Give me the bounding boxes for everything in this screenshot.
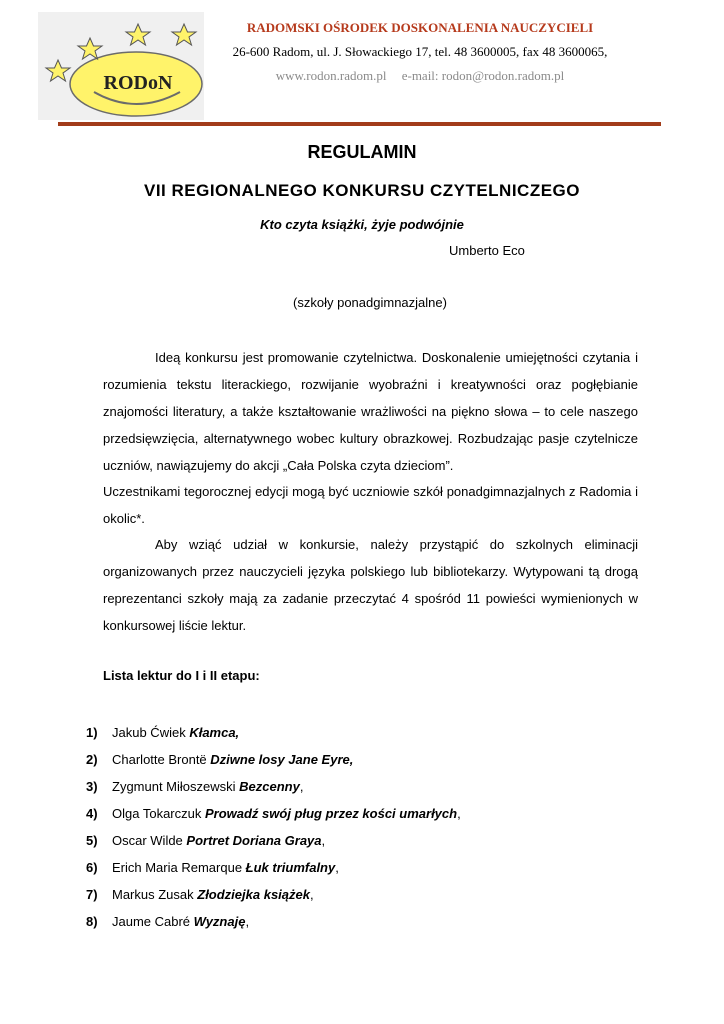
book-author: Olga Tokarczuk: [112, 806, 205, 821]
item-tail: ,: [457, 806, 461, 821]
item-number: 1): [86, 725, 98, 740]
book-author: Oscar Wilde: [112, 833, 187, 848]
email-link[interactable]: e-mail: rodon@rodon.radom.pl: [401, 68, 565, 83]
book-title: Portret Doriana Graya: [186, 833, 322, 848]
star-icon: [78, 38, 102, 59]
book-author: Erich Maria Remarque: [112, 860, 246, 875]
list-item: [86, 827, 461, 854]
book-author: Jakub Ćwiek: [112, 725, 190, 740]
organization-name: RADOMSKI OŚRODEK DOSKONALENIA NAUCZYCIELI: [246, 20, 594, 35]
list-item: [86, 800, 461, 827]
item-tail: ,: [245, 914, 250, 929]
reading-list: [86, 719, 461, 935]
paragraph-participants: Uczestnikami tegorocznej edycji mogą być uczniowie szkół ponadgimnazjalnych z Radomia i okolic*.: [103, 484, 638, 526]
header-divider: [58, 122, 661, 126]
list-item: [86, 854, 461, 881]
schools-note: (szkoły ponadgimnazjalne): [293, 295, 447, 310]
item-number: 5): [86, 833, 98, 848]
book-author: Charlotte Brontë: [112, 752, 211, 767]
book-title: Dziwne losy Jane Eyre,: [210, 752, 354, 767]
list-item: [86, 908, 461, 935]
contact-line: [200, 68, 640, 84]
item-number: 6): [86, 860, 98, 875]
book-title: Bezcenny: [239, 779, 300, 794]
paragraph-intro: Ideą konkursu jest promowanie czytelnictwa. Doskonalenie umiejętności czytania i rozumienia tekstu literackiego, rozwijanie wyobraźni i kreatywności oraz pogłębianie znajomości literatury, a także kształtowanie wrażliwości na piękno słowa – to cele naszego przedsięwzięcia, alternatywnego wobec kultury obrazkowej. Rozbudzając pasje czytelnicze uczniów, nawiązujemy do akcji „Cała Polska czyta dzieciom”.: [103, 350, 638, 473]
paragraph-rules: Aby wziąć udział w konkursie, należy przystąpić do szkolnych eliminacji organizowanych przez nauczycieli języka polskiego lub bibliotekarzy. Wytypowani tą drogą reprezentanci szkoły mają za zadanie przeczytać 4 spośród 11 powieści wymienionych w konkursowej liście lektur.: [103, 537, 638, 633]
logo-graphic: [38, 12, 204, 120]
list-item: [86, 881, 461, 908]
document-title: REGULAMIN: [307, 142, 417, 162]
item-tail: ,: [335, 860, 339, 875]
book-title: Złodziejka książek: [197, 887, 310, 902]
list-item: [86, 746, 461, 773]
book-title: Łuk triumfalny: [245, 860, 336, 875]
book-title: Kłamca,: [189, 725, 240, 740]
book-author: Jaume Cabré: [112, 914, 194, 929]
list-item: [86, 719, 461, 746]
item-number: 4): [86, 806, 98, 821]
logo: [38, 12, 204, 120]
website-link[interactable]: www.rodon.radom.pl: [275, 68, 387, 83]
document-subtitle: VII REGIONALNEGO KONKURSU CZYTELNICZEGO: [143, 181, 581, 200]
book-author: Zygmunt Miłoszewski: [112, 779, 240, 794]
star-icon: [172, 24, 196, 45]
book-title: Wyznaję: [193, 914, 246, 929]
item-number: 3): [86, 779, 98, 794]
motto: Kto czyta książki, żyje podwójnie: [260, 217, 464, 232]
book-author: Markus Zusak: [112, 887, 198, 902]
item-number: 2): [86, 752, 98, 767]
item-number: 8): [86, 914, 98, 929]
star-icon: [126, 24, 150, 45]
item-tail: ,: [299, 779, 304, 794]
list-item: [86, 773, 461, 800]
book-title: Prowadź swój pług przez kości umarłych: [204, 806, 458, 821]
motto-author: Umberto Eco: [449, 243, 525, 258]
organization-address: 26-600 Radom, ul. J. Słowackiego 17, tel. 48 3600005, fax 48 3600065,: [232, 44, 608, 59]
item-number: 7): [86, 887, 98, 902]
item-tail: ,: [321, 833, 326, 848]
item-tail: ,: [309, 887, 314, 902]
reading-list-title: Lista lektur do I i II etapu:: [103, 668, 260, 683]
logo-text: RODoN: [103, 72, 173, 94]
star-icon: [46, 60, 70, 81]
